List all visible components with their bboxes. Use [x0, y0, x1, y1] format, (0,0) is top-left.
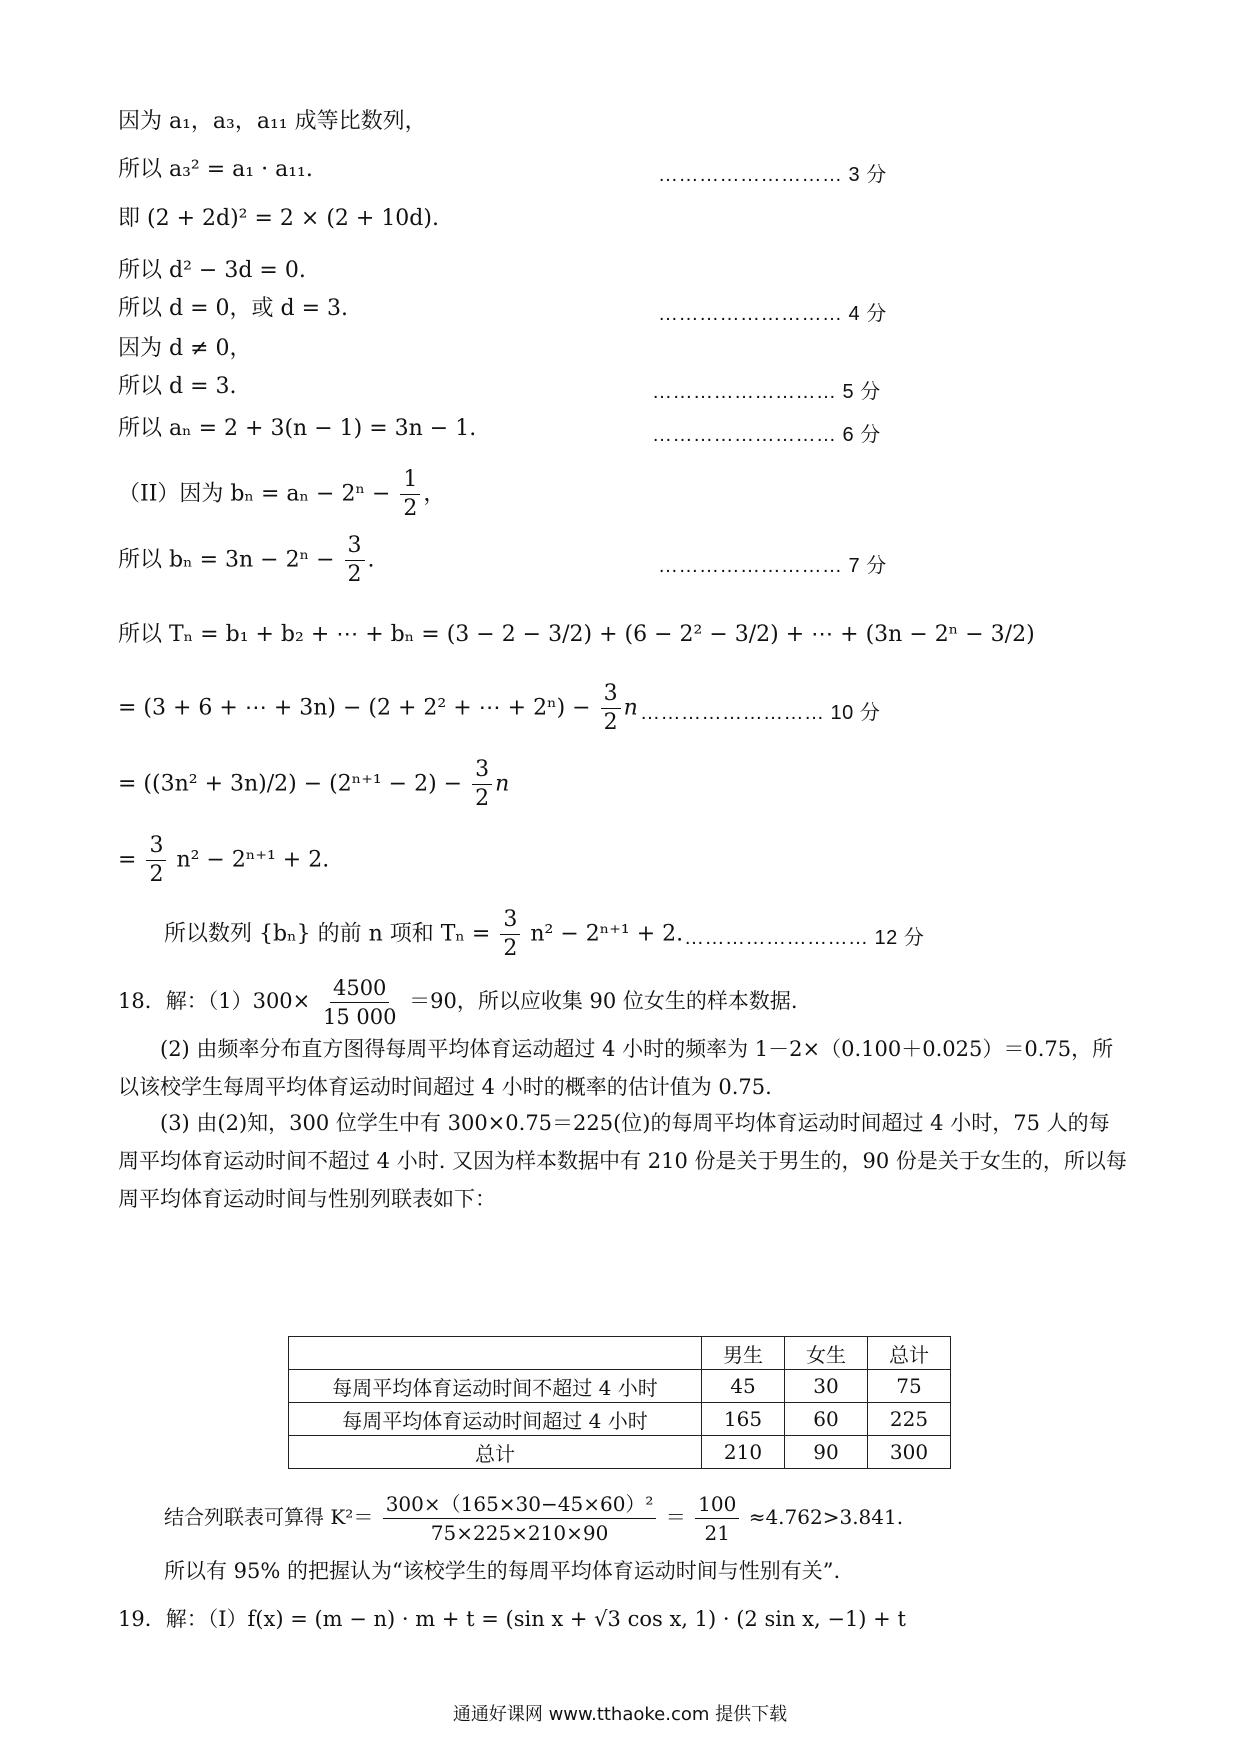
- score-mark: ……………………… 5 分: [652, 381, 881, 403]
- solution-line: 所以 d = 3.: [118, 374, 237, 399]
- table-cell: 165: [702, 1403, 785, 1436]
- paragraph: (2) 由频率分布直方图得每周平均体育运动超过 4 小时的频率为 1－2×（0.100＋0.025）＝0.75，所以该校学生每周平均体育运动时间超过 4 小时的概率的估计值为 0.75.: [118, 1037, 1114, 1099]
- fraction-denominator: 2: [149, 862, 164, 887]
- solution-line: 所以 d² − 3d = 0.: [118, 258, 306, 283]
- chi-square-text: 结合列联表可算得 K²＝: [164, 1505, 374, 1529]
- table-header-cell: 男生: [702, 1337, 785, 1370]
- fraction: [472, 756, 492, 813]
- expression-text: （II）因为 bₙ = aₙ − 2ⁿ −: [118, 481, 391, 507]
- question-18-text: 18．解：（1）300×: [118, 989, 311, 1013]
- fraction-numerator: 1: [400, 466, 420, 495]
- score-mark: ……………………… 6 分: [652, 424, 881, 446]
- fraction-numerator: 3: [472, 756, 492, 785]
- fraction: [345, 532, 365, 589]
- expression-text: = ((3n² + 3n)/2) − (2ⁿ⁺¹ − 2) −: [118, 771, 463, 797]
- fraction-numerator: 3: [601, 680, 621, 709]
- fraction: [383, 1490, 657, 1547]
- score-mark: ……………………… 3 分: [658, 164, 887, 186]
- fraction: [500, 906, 520, 963]
- table-cell: 45: [702, 1370, 785, 1403]
- fraction-denominator: 15 000: [322, 1005, 397, 1029]
- table-cell: 每周平均体育运动时间超过 4 小时: [289, 1403, 702, 1436]
- question-18-text: ＝90，所以应收集 90 位女生的样本数据.: [409, 989, 798, 1013]
- fraction: [601, 680, 621, 737]
- conclusion-line: 所以有 95% 的把握认为“该校学生的每周平均体育运动时间与性别有关”.: [164, 1559, 841, 1583]
- fraction-denominator: 21: [704, 1521, 730, 1545]
- chi-square-text: ＝: [665, 1505, 686, 1529]
- table-cell: 300: [868, 1436, 951, 1469]
- solution-line: （II）因为 bₙ = aₙ − 2ⁿ − $\frac{1}{2}$ ，: [118, 467, 446, 521]
- score-mark: ……………………… 4 分: [658, 303, 887, 325]
- question-18-part-1: [118, 974, 798, 1031]
- contingency-table: [288, 1336, 951, 1469]
- table-cell: 210: [702, 1436, 785, 1469]
- fraction-denominator: 75×225×210×90: [430, 1521, 609, 1545]
- expression-text: n² − 2ⁿ⁺¹ + 2.: [176, 847, 330, 873]
- chi-square-line: [164, 1490, 903, 1547]
- solution-line: 所以 Tₙ = b₁ + b₂ + ⋯ + bₙ = (3 − 2 − 3/2) + (6 − 2² − 3/2) + ⋯ + (3n − 2ⁿ − 3/2): [118, 622, 1035, 647]
- fraction-numerator: 4500: [330, 974, 389, 1003]
- fraction-denominator: 2: [347, 562, 362, 587]
- paragraph: (3) 由(2)知，300 位学生中有 300×0.75＝225(位)的每周平均体育运动时间超过 4 小时，75 人的每周平均体育运动时间不超过 4 小时. 又因为样本数据中有 210 份是关于男生的，90 份是关于女生的，所以每周平均体育运动时间与性别列联表如下：: [118, 1111, 1127, 1211]
- page-footer: 通通好课网 www.tthaoke.com 提供下载: [452, 1704, 788, 1725]
- table-cell: 90: [785, 1436, 868, 1469]
- fraction-denominator: 2: [603, 710, 618, 735]
- solution-line: 即 (2 + 2d)² = 2 × (2 + 10d).: [118, 206, 439, 231]
- fraction: [400, 466, 420, 523]
- fraction-numerator: 3: [146, 832, 166, 861]
- fraction-denominator: 2: [475, 786, 490, 811]
- fraction: [695, 1490, 739, 1547]
- fraction-denominator: 2: [503, 936, 518, 961]
- question-19-line: 19．解：（I）f(x) = (m − n) · m + t = (sin x + √3 cos x, 1) · (2 sin x, −1) + t: [118, 1607, 906, 1631]
- solution-line: 所以 a₃² = a₁ · a₁₁.: [118, 157, 313, 182]
- expression-text: =: [118, 847, 137, 873]
- fraction-numerator: 3: [345, 532, 365, 561]
- table-cell: 总计: [289, 1436, 702, 1469]
- solution-line: = (3 + 6 + ⋯ + 3n) − (2 + 2² + ⋯ + 2ⁿ) − $\frac{3}{2}$ n: [118, 681, 638, 735]
- solution-line: 所以 bₙ = 3n − 2ⁿ − $\frac{3}{2}$ .: [118, 533, 375, 587]
- solution-line: 所以 d = 0，或 d = 3.: [118, 296, 348, 321]
- fraction-numerator: 300×（165×30−45×60）²: [383, 1490, 657, 1519]
- solution-line: 因为 d ≠ 0，: [118, 336, 252, 361]
- table-row: [289, 1403, 951, 1436]
- score-mark: ……………………… 10 分: [640, 702, 881, 724]
- solution-line: [118, 832, 329, 889]
- table-header-cell: [289, 1337, 702, 1370]
- expression-text: 所以数列 {bₙ} 的前 n 项和 Tₙ =: [164, 921, 491, 947]
- table-cell: 225: [868, 1403, 951, 1436]
- table-row: [289, 1436, 951, 1469]
- expression-text: = (3 + 6 + ⋯ + 3n) − (2 + 2² + ⋯ + 2ⁿ) −: [118, 695, 591, 721]
- table-header-cell: 总计: [868, 1337, 951, 1370]
- table-cell: 每周平均体育运动时间不超过 4 小时: [289, 1370, 702, 1403]
- question-18-part-3: [118, 1104, 1128, 1218]
- expression-text: n² − 2ⁿ⁺¹ + 2.: [530, 921, 684, 947]
- fraction: [320, 974, 399, 1031]
- fraction: [146, 832, 166, 889]
- solution-line: 所以 aₙ = 2 + 3(n − 1) = 3n − 1.: [118, 416, 477, 441]
- fraction-numerator: 3: [500, 906, 520, 935]
- fraction-numerator: 100: [695, 1490, 739, 1519]
- table-cell: 30: [785, 1370, 868, 1403]
- question-18-part-2: [118, 1030, 1128, 1106]
- table-header-row: [289, 1337, 951, 1370]
- solution-line: [164, 906, 683, 963]
- table-cell: 60: [785, 1403, 868, 1436]
- chi-square-text: ≈4.762>3.841.: [748, 1505, 904, 1529]
- score-mark: ……………………… 12 分: [684, 927, 925, 949]
- score-mark: ……………………… 7 分: [658, 555, 887, 577]
- table-row: [289, 1370, 951, 1403]
- solution-line: 因为 a₁，a₃，a₁₁ 成等比数列，: [118, 109, 427, 134]
- table-cell: 75: [868, 1370, 951, 1403]
- solution-line: = ((3n² + 3n)/2) − (2ⁿ⁺¹ − 2) − $\frac{3}{2}$ n: [118, 757, 510, 811]
- fraction-denominator: 2: [403, 496, 418, 521]
- table-header-cell: 女生: [785, 1337, 868, 1370]
- expression-text: 所以 bₙ = 3n − 2ⁿ −: [118, 547, 335, 573]
